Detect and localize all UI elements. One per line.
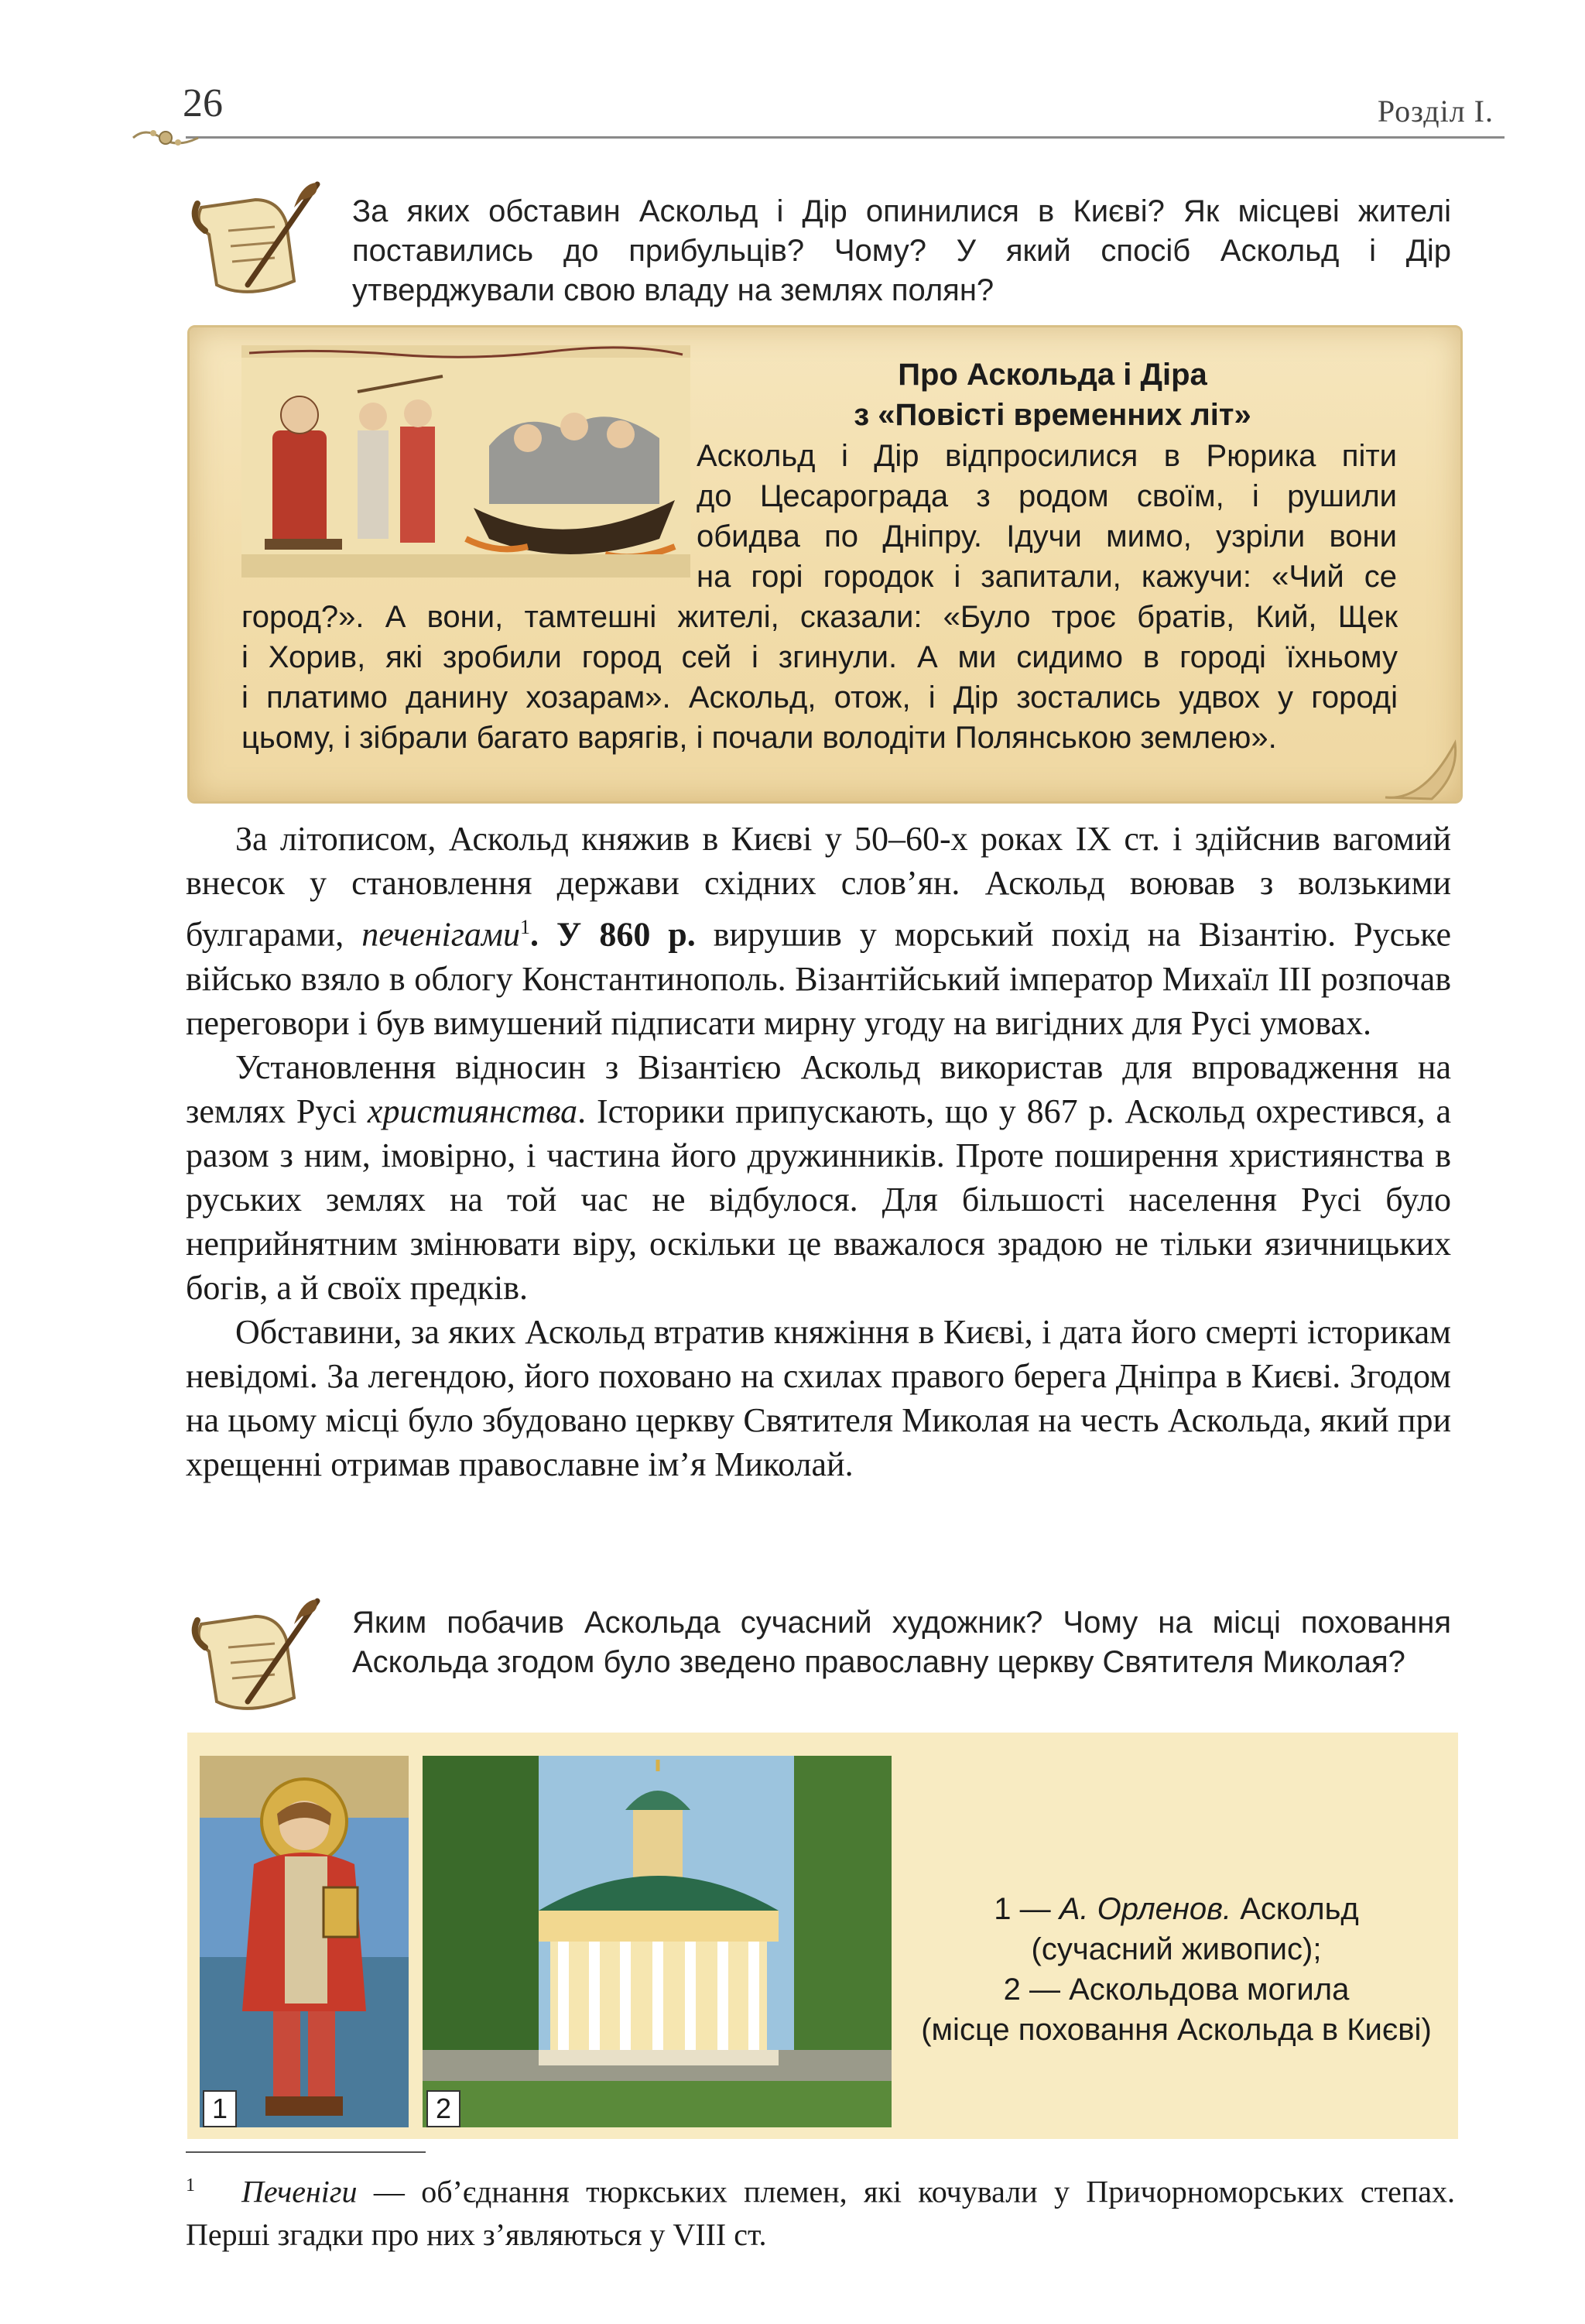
footnote-mark: 1 xyxy=(186,2175,195,2195)
chronicle-line: город?». А вони, тамтешні жителі, сказали: «Було троє братів, Кий, Щек xyxy=(241,600,1398,634)
chronicle-line: і Хорив, які зробили город сей і згинули. А ми сидимо в городі їхньому xyxy=(241,640,1398,674)
text-run: . Історики припускають, що у 867 р. Аскольд охрестився, а разом з ним, імовірно, і частина його дружинників. Проте поширення християнства в руських землях на той час не відбулося. Для більшості населення Русі було неприйнятним змінювати віру, оскільки це вважалося зрадою не тільки язичницьких богів, а й своїх предків. xyxy=(186,1092,1451,1307)
text-run: Установлення відносин з Візантією Аскольд використав для впровадження на землях Русі xyxy=(186,1047,1451,1130)
page-number: 26 xyxy=(183,81,223,125)
chronicle-line: на горі городок і запитали, кажучи: «Чий се xyxy=(697,560,1397,594)
question-text: За яких обставин Аскольд і Дір опинилися в Києві? Як місцеві жителі поставились до прибульців? Чому? У який спосіб Аскольд і Дір утверджували свою владу на землях полян? xyxy=(352,194,1451,307)
scroll-quill-icon xyxy=(186,1593,325,1717)
text-run: . У xyxy=(530,915,600,954)
caption-line xyxy=(913,1889,1440,1929)
manuscript-miniature xyxy=(241,345,690,578)
footnote xyxy=(186,2164,1455,2257)
paragraph: Обставини, за яких Аскольд втратив княжіння в Києві, і дата його смерті історикам невідомі. За легендою, його поховано на схилах правого берега Дніпра в Києві. Згодом на цьому місці було збудовано церкву Святителя Миколая на честь Аскольда, який при хрещенні отримав православне ім’я Миколай. xyxy=(186,1312,1451,1483)
paragraph xyxy=(186,817,1451,1045)
askold-painting xyxy=(200,1756,409,2127)
ornament-icon xyxy=(130,121,201,152)
term-italic: християнства xyxy=(367,1092,578,1130)
date-bold: 860 р. xyxy=(599,915,696,954)
caption-title: Аскольд xyxy=(1231,1892,1359,1926)
figure-number-1: 1 xyxy=(203,2090,237,2127)
footnote-divider xyxy=(186,2151,426,2153)
scroll-quill-icon xyxy=(186,177,325,300)
figure-caption xyxy=(913,1889,1440,2050)
chronicle-title-line1: Про Аскольда і Діра xyxy=(898,358,1207,392)
chronicle-title xyxy=(697,355,1409,435)
caption-num: 1 — xyxy=(994,1892,1060,1926)
term-italic: печенігами xyxy=(361,915,521,954)
text-run: За літописом, Аскольд княжив в Києві у 50–60-х роках IX ст. і здійснив вагомий внесок у становлення держави східних слов’ян. Аскольд воював з волзькими булгарами, xyxy=(186,820,1451,954)
footnote-text: — об’єднання тюркських племен, які кочували у Причорноморських степах. Перші згадки про них з’являються у VIII ст. xyxy=(186,2174,1455,2253)
caption-line: (сучасний живопис); xyxy=(1031,1932,1322,1966)
chronicle-line: до Цесарограда з родом своїм, і рушили xyxy=(697,479,1397,513)
header-divider xyxy=(186,136,1505,139)
caption-line: 2 — Аскольдова могила xyxy=(1003,1973,1350,2007)
body-text xyxy=(186,817,1451,1486)
caption-author: А. Орленов. xyxy=(1059,1892,1232,1926)
caption-line: (місце поховання Аскольда в Києві) xyxy=(921,2013,1432,2047)
chronicle-title-line2: з «Повісті временних літ» xyxy=(854,398,1251,432)
chronicle-line: цьому, і зібрали багато варягів, і почали володіти Полянською землею». xyxy=(241,721,1277,755)
footnote-term: Печеніги xyxy=(241,2174,358,2209)
chronicle-text-top xyxy=(697,436,1397,597)
chronicle-text-bottom xyxy=(241,597,1398,758)
chronicle-line: обидва по Дніпру. Ідучи мимо, узріли вони xyxy=(697,519,1397,554)
question-text: Яким побачив Аскольда сучасний художник? Чому на місці поховання Аскольда згодом було зведено православну церкву Святителя Миколая? xyxy=(352,1606,1451,1679)
askold-tomb-photo xyxy=(423,1756,892,2127)
chronicle-line: Аскольд і Дір відпросилися в Рюрика піти xyxy=(697,439,1397,473)
chronicle-line: і платимо данину хозарам». Аскольд, отож, і Дір зостались удвох у городі xyxy=(241,680,1398,715)
paragraph xyxy=(186,1045,1451,1310)
section-title: Розділ І. xyxy=(1377,94,1494,129)
text-run: вирушив у морський похід на Візантію. Руське військо взяло в облогу Константинополь. Візантійський імператор Михаїл III розпочав переговори і був вимушений підписати мирну угоду на вигідних для Русі умовах. xyxy=(186,915,1451,1042)
footnote-ref: 1 xyxy=(520,916,531,938)
figure-number-2: 2 xyxy=(426,2090,460,2127)
